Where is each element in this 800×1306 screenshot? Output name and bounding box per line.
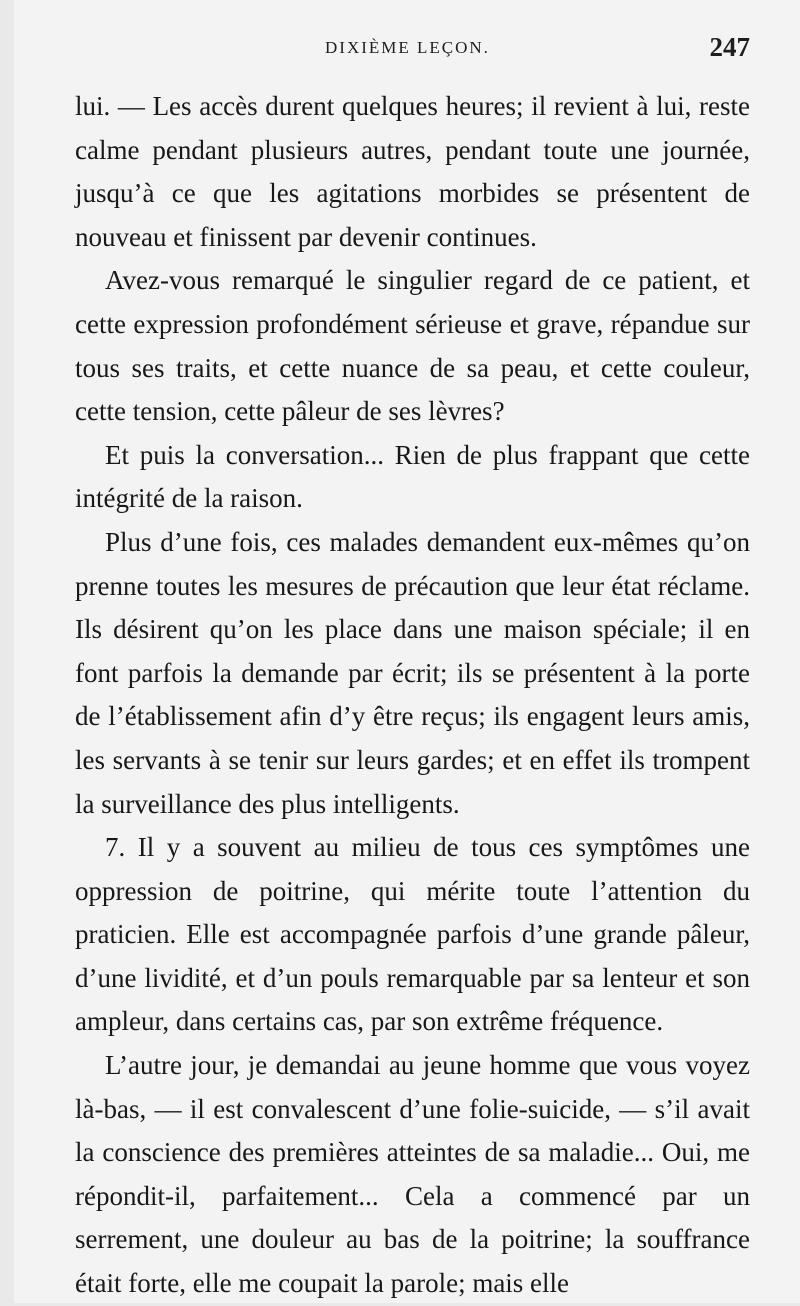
paragraph: Plus d’une fois, ces malades demandent eux-mêmes qu’on prenne toutes les mesures de précaution que leur état réclame. Ils désirent qu’on les place dans une maison spéciale; il en font parfois la demande par écrit; ils se présentent à la porte de l’établissement afin d’y être reçus; ils engagent leurs amis, les servants à se tenir sur leurs gardes; et en effet ils trompent la surveillance des plus intelligents.	[75, 526, 750, 819]
paragraph: 7. Il y a souvent au milieu de tous ces symptômes une oppression de poitrine, qui mérite toute l’attention du praticien. Elle est accompagnée parfois d’une grande pâleur, d’une lividité, et d’un pouls remarquable par sa lenteur et son ampleur, dans certains cas, par son extrême fréquence.	[75, 832, 750, 1037]
page-header	[0, 32, 800, 72]
running-title: DIXIÈME LEÇON.	[325, 38, 490, 57]
paragraph: L’autre jour, je demandai au jeune homme que vous voyez là-bas, — il est convalescent d’une folie-suicide, — s’il avait la conscience des premières atteintes de sa maladie... Oui, me répondit-il, parfaitement... Cela a commencé par un serrement, une douleur au bas de la poitrine; la souffrance était forte, elle me coupait la parole; mais elle	[75, 1050, 750, 1299]
body-text	[75, 85, 750, 1306]
paragraph: Avez-vous remarqué le singulier regard de ce patient, et cette expression profondément sérieuse et grave, répandue sur tous ses traits, et cette nuance de sa peau, et cette couleur, cette tension, cette pâleur de ses lèvres?	[75, 265, 750, 427]
paragraph: lui. — Les accès durent quelques heures; il revient à lui, reste calme pendant plusieurs autres, pendant toute une journée, jusqu’à ce que les agitations morbides se présentent de nouveau et finissent par devenir continues.	[75, 91, 750, 252]
paragraph: Et puis la conversation... Rien de plus frappant que cette intégrité de la raison.	[75, 439, 750, 514]
page-number: 247	[709, 32, 750, 62]
